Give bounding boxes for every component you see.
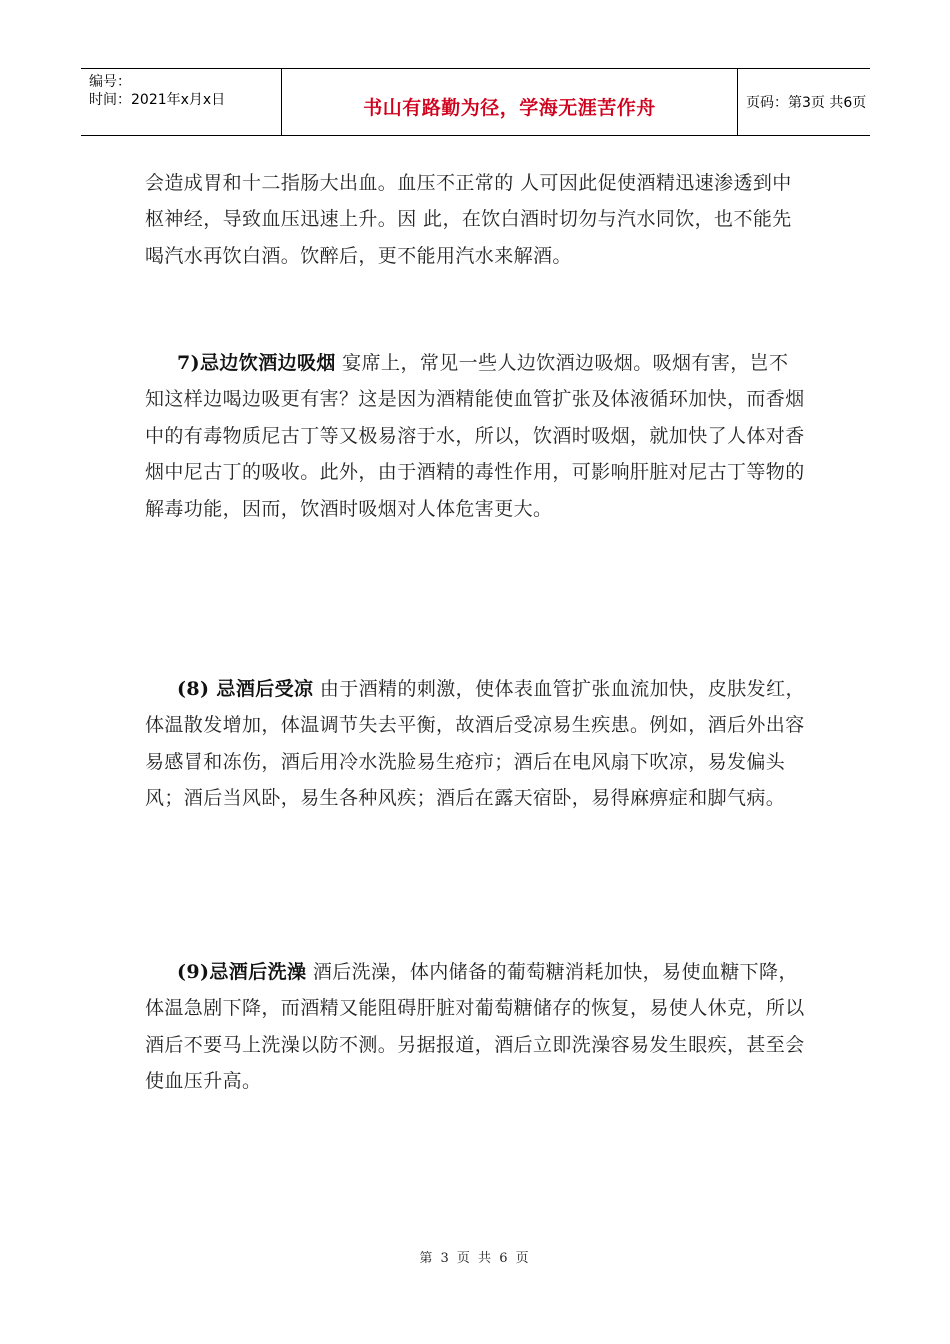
paragraph-body [145,671,805,817]
header-table [81,68,870,136]
paragraph-text: 酒后洗澡，体内储备的葡萄糖消耗加快，易使血糖下降，体温急剧下降，而酒精又能阻碍肝脏对葡萄糖储存的恢复，易使人休克，所以酒后不要马上洗澡以防不测。另据报道，酒后立即洗澡容易发生眼疾，甚至会使血压升高。 [145,961,805,1093]
paragraph-body [145,345,805,527]
paragraph-3 [145,671,805,817]
paragraph-text: 由于酒精的刺激，使体表血管扩张血流加快，皮肤发红，体温散发增加，体温调节失去平衡，故酒后受凉易生疾患。例如，酒后外出容易感冒和冻伤，酒后用冷水洗脸易生疮疖；酒后在电风扇下吹凉，易发偏头风；酒后当风卧，易生各种风疾；酒后在露天宿卧，易得麻痹症和脚气病。 [145,678,805,810]
date-label: 时间：2021年x月x日 [89,92,226,108]
section-heading: 7)忌边饮酒边吸烟 [177,352,336,374]
paragraph-4 [145,954,805,1100]
paragraph-body [145,954,805,1100]
section-heading: (8) 忌酒后受凉 [177,678,314,700]
paragraph-text: 宴席上，常见一些人边饮酒边吸烟。吸烟有害，岂不知这样边喝边吸更有害？这是因为酒精能使血管扩张及体液循环加快，而香烟中的有毒物质尼古丁等又极易溶于水，所以，饮酒时吸烟，就加快了人体对香烟中尼古丁的吸收。此外，由于酒精的毒性作用，可影响肝脏对尼古丁等物的解毒功能，因而，饮酒时吸烟对人体危害更大。 [145,352,805,520]
serial-number-label: 编号： [89,74,131,90]
page-code: 页码：第3页 共6页 [746,95,867,111]
header-info-cell [81,69,282,135]
motto-text: 书山有路勤为径，学海无涯苦作舟 [363,97,656,119]
header-page-cell [738,69,870,135]
section-heading: (9)忌酒后洗澡 [177,961,307,983]
paragraph-1 [145,165,805,274]
header-motto-cell [282,69,738,135]
page-footer: 第 3 页 共 6 页 [419,1251,531,1266]
paragraph-2 [145,345,805,527]
paragraph-text: 会造成胃和十二指肠大出血。血压不正常的 人可因此促使酒精迅速渗透到中枢神经，导致血压迅速上升。因 此，在饮白酒时切勿与汽水同饮，也不能先喝汽水再饮白酒。饮醉后，更不能用汽水来解酒。 [145,172,792,267]
